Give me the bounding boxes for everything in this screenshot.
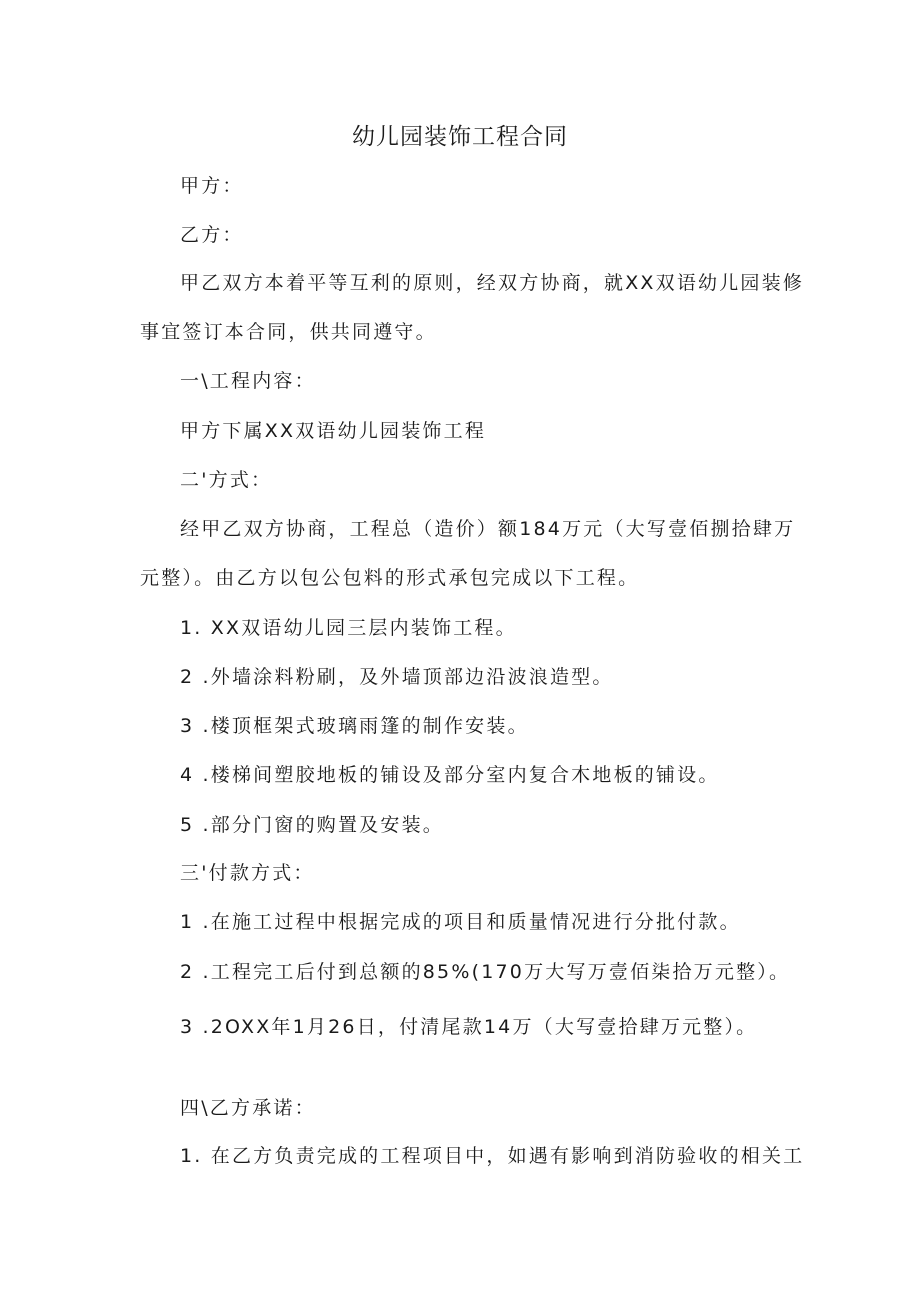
section4-item: 1. 在乙方负责完成的工程项目中，如遇有影响到消防验收的相关工 — [180, 1145, 805, 1167]
section3-item: 2 .工程完工后付到总额的85%(170万大写万壹佰柒拾万元整）。 — [180, 961, 791, 983]
section1-heading: 一\工程内容： — [180, 370, 316, 392]
section2-heading: 二'方式： — [180, 469, 273, 491]
section2-line-2: 元整）。由乙方以包公包料的形式承包完成以下工程。 — [140, 567, 640, 589]
document-title: 幼儿园装饰工程合同 — [352, 124, 568, 150]
section2-item: 2 .外墙涂料粉刷，及外墙顶部边沿波浪造型。 — [180, 666, 614, 688]
section3-item: 3 .2OXX年1月26日，付清尾款14万（大写壹拾肆万元整）。 — [180, 1016, 758, 1038]
section3-item: 1 .在施工过程中根据完成的项目和质量情况进行分批付款。 — [180, 911, 741, 933]
section2-item: 1. XX双语幼儿园三层内装饰工程。 — [180, 617, 517, 639]
section3-heading: 三'付款方式： — [180, 862, 315, 884]
party-a-label: 甲方： — [180, 175, 244, 197]
section2-item: 5 .部分门窗的购置及安装。 — [180, 814, 444, 836]
section2-line-1: 经甲乙双方协商，工程总（造价）额184万元（大写壹佰捌拾肆万 — [180, 518, 796, 540]
section1-text: 甲方下属XX双语幼儿园装饰工程 — [180, 420, 487, 442]
preamble-line-2: 事宜签订本合同，供共同遵守。 — [140, 321, 437, 343]
party-b-label: 乙方： — [180, 224, 244, 246]
section2-item: 4 .楼梯间塑胶地板的铺设及部分室内复合木地板的铺设。 — [180, 764, 720, 786]
section4-heading: 四\乙方承诺： — [180, 1097, 316, 1119]
preamble-line-1: 甲乙双方本着平等互利的原则，经双方协商，就XX双语幼儿园装修 — [180, 272, 805, 294]
section2-item: 3 .楼顶框架式玻璃雨篷的制作安装。 — [180, 715, 529, 737]
